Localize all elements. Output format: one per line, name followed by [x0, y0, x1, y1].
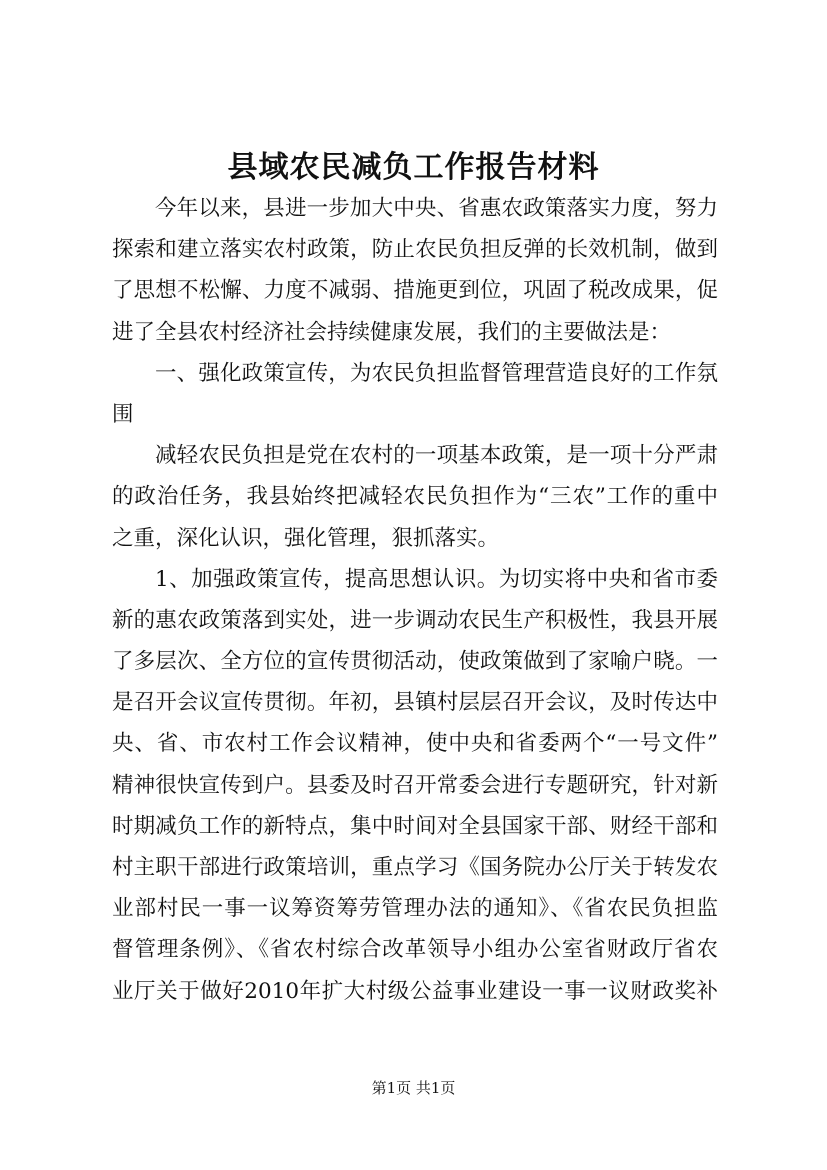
- paragraph-line: 减轻农民负担是党在农村的一项基本政策，是一项十分严肃: [155, 443, 718, 469]
- paragraph-line: 今年以来，县进一步加大中央、省惠农政策落实力度，努力: [155, 196, 718, 221]
- paragraph-line: 的政治任务，我县始终把减轻农民负担作为“三农”工作的重中: [112, 484, 718, 510]
- paragraph-line: 时期减负工作的新特点，集中时间对全县国家干部、财经干部和: [112, 813, 718, 839]
- paragraph-line: 了思想不松懈、力度不减弱、措施更到位，巩固了税改成果，促: [112, 278, 718, 304]
- paragraph-line: 业部村民一事一议筹资筹劳管理办法的通知》、《省农民负担监: [112, 896, 718, 922]
- paragraph-line: 央、省、市农村工作会议精神，使中央和省委两个“一号文件”: [112, 731, 718, 757]
- paragraph-line: 之重，深化认识，强化管理，狠抓落实。: [112, 525, 500, 551]
- document-body: [112, 188, 718, 1012]
- page-footer: 第1页 共1页: [371, 1079, 456, 1097]
- paragraph-line: 新的惠农政策落到实处，进一步调动农民生产积极性，我县开展: [112, 607, 718, 633]
- paragraph-line: 精神很快宣传到户。县委及时召开常委会进行专题研究，针对新: [112, 772, 718, 798]
- paragraph-line: 探索和建立落实农村政策，防止农民负担反弹的长效机制，做到: [112, 237, 718, 263]
- section-heading-line: 围: [112, 401, 134, 427]
- paragraph-line: 了多层次、全方位的宣传贯彻活动，使政策做到了家喻户晓。一: [112, 649, 718, 675]
- paragraph-line: 1、加强政策宣传，提高思想认识。为切实将中央和省市委: [155, 566, 718, 592]
- section-heading-line: 一、强化政策宣传，为农民负担监督管理营造良好的工作氛: [155, 360, 718, 386]
- paragraph-line: 进了全县农村经济社会持续健康发展，我们的主要做法是：: [112, 319, 672, 345]
- paragraph-line: 业厅关于做好2010年扩大村级公益事业建设一事一议财政奖补: [112, 978, 718, 1004]
- paragraph-line: 督管理条例》、《省农村综合改革领导小组办公室省财政厅省农: [112, 937, 718, 963]
- paragraph-line: 村主职干部进行政策培训，重点学习《国务院办公厅关于转发农: [112, 855, 718, 880]
- paragraph-line: 是召开会议宣传贯彻。年初，县镇村层层召开会议，及时传达中: [112, 690, 718, 716]
- page-title: 县域农民减负工作报告材料: [227, 150, 600, 185]
